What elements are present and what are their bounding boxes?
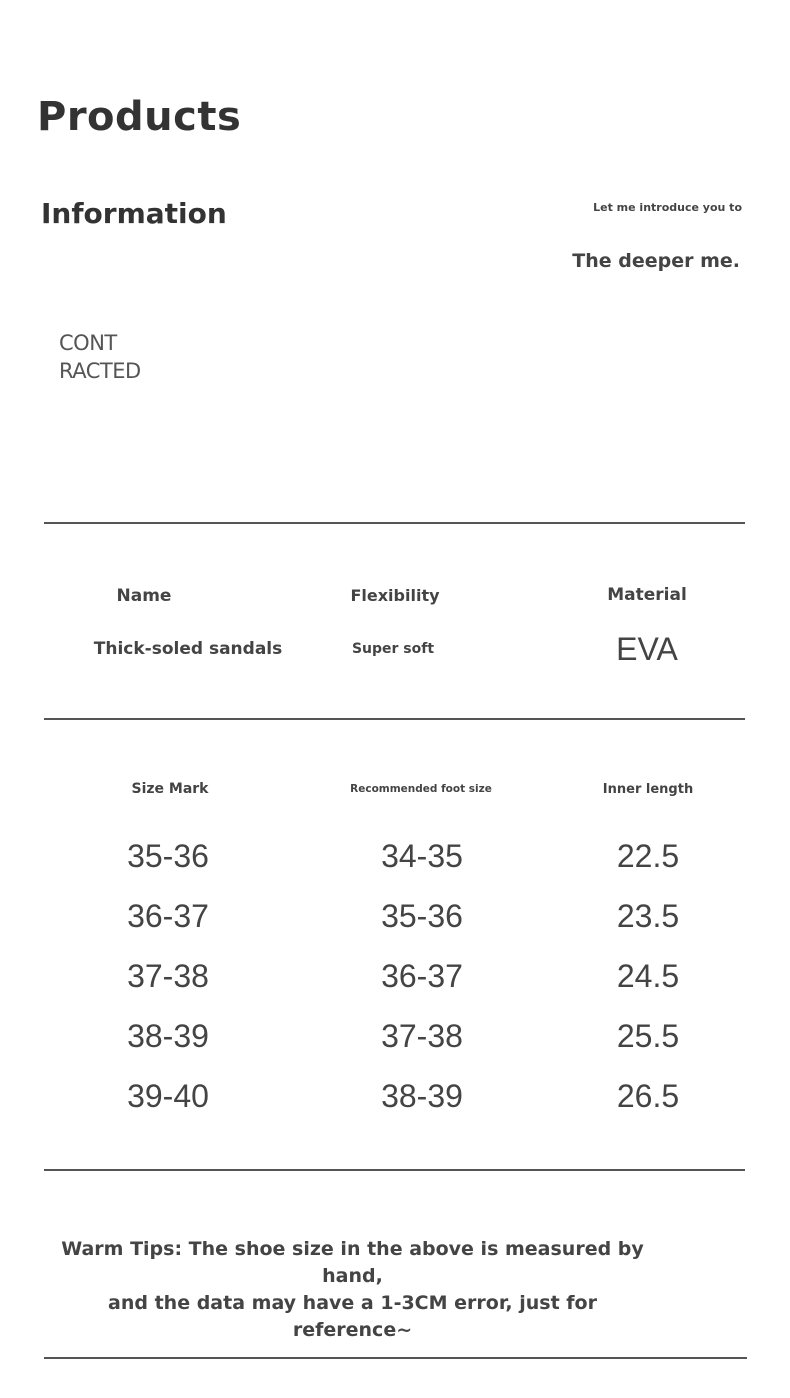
size-table-cell: 38-39 bbox=[381, 1078, 463, 1114]
size-header-recommended: Recommended foot size bbox=[350, 783, 492, 795]
contracted-tag: CONT RACTED bbox=[59, 331, 141, 383]
info-header-material: Material bbox=[607, 585, 687, 605]
size-table-cell: 26.5 bbox=[616, 1078, 680, 1114]
size-table-cell: 34-35 bbox=[381, 838, 463, 874]
warm-tips-line-1: Warm Tips: The shoe size in the above is measured by hand, bbox=[61, 1238, 644, 1287]
size-table-cell: 37-38 bbox=[381, 1018, 463, 1054]
size-header-mark: Size Mark bbox=[131, 781, 209, 797]
size-table-cell: 23.5 bbox=[616, 898, 680, 934]
info-header-flexibility: Flexibility bbox=[350, 586, 440, 605]
warm-tips-line-2: and the data may have a 1-3CM error, just for reference~ bbox=[108, 1292, 597, 1341]
info-value-name: Thick-soled sandals bbox=[93, 639, 283, 659]
size-header-inner-length: Inner length bbox=[602, 782, 694, 797]
size-table-cell: 38-39 bbox=[127, 1018, 209, 1054]
size-table-cell: 35-36 bbox=[381, 898, 463, 934]
size-table-cell: 36-37 bbox=[127, 898, 209, 934]
divider-middle bbox=[44, 718, 745, 720]
page-subtitle: Information bbox=[41, 197, 227, 230]
size-table-cell: 25.5 bbox=[616, 1018, 680, 1054]
size-table-cell: 35-36 bbox=[127, 838, 209, 874]
divider-bottom bbox=[44, 1357, 747, 1359]
size-table-cell: 39-40 bbox=[127, 1078, 209, 1114]
info-value-material: EVA bbox=[616, 631, 678, 667]
intro-heading: The deeper me. bbox=[572, 250, 740, 272]
size-table-cell: 37-38 bbox=[127, 958, 209, 994]
info-header-name: Name bbox=[116, 586, 172, 606]
page-title: Products bbox=[37, 94, 242, 140]
divider-lower bbox=[44, 1169, 745, 1171]
warm-tips bbox=[60, 1236, 645, 1344]
info-value-flexibility: Super soft bbox=[351, 641, 435, 657]
intro-tagline: Let me introduce you to bbox=[593, 201, 742, 214]
size-table-cell: 22.5 bbox=[616, 838, 680, 874]
size-table-cell: 36-37 bbox=[381, 958, 463, 994]
size-table-cell: 24.5 bbox=[616, 958, 680, 994]
divider-top bbox=[44, 522, 745, 524]
